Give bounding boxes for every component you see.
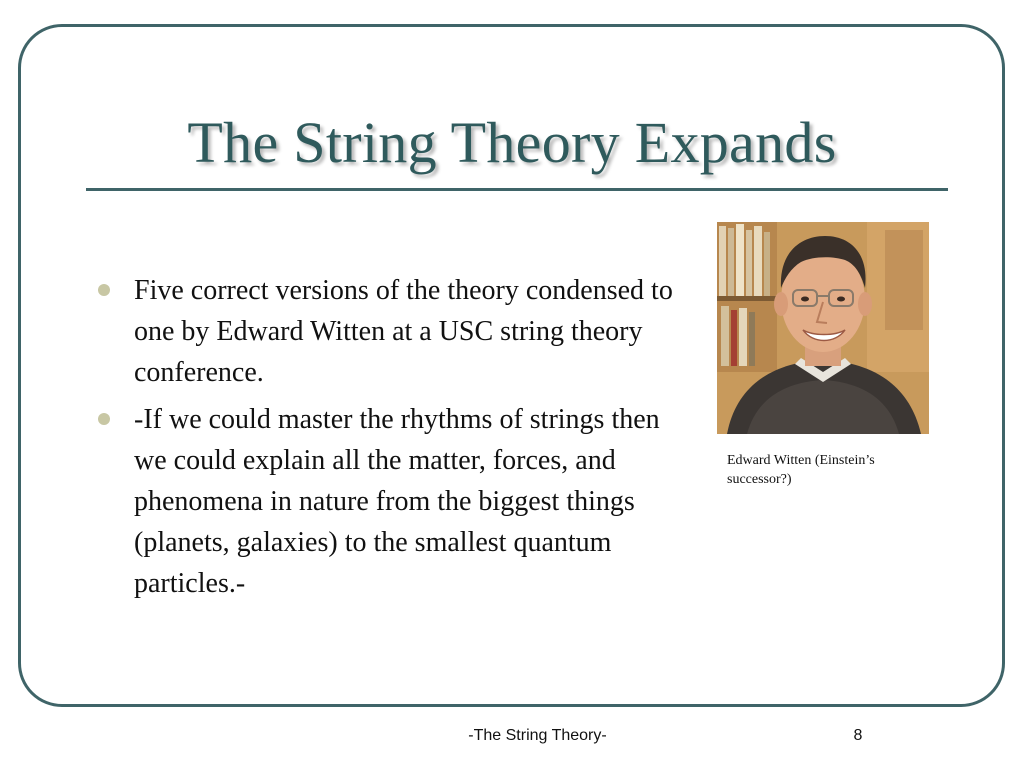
title-divider [86, 188, 948, 191]
bullet-item [96, 270, 696, 393]
bullet-item [96, 399, 696, 604]
slide-title: The String Theory Expands [187, 110, 837, 175]
bullet-text: Five correct versions of the theory condensed to one by Edward Witten at a USC string theory conference. [134, 275, 673, 388]
footer-text: -The String Theory- [468, 727, 607, 744]
bullet-dot-icon [98, 284, 110, 296]
portrait-illustration [717, 222, 929, 434]
photo-caption: Edward Witten (Einstein’s successor?) [727, 453, 875, 487]
bullet-list [96, 270, 696, 610]
page-number: 8 [853, 727, 863, 744]
bullet-text: -If we could master the rhythms of strings then we could explain all the matter, forces, and phenomena in nature from the biggest things (planets, galaxies) to the smallest quantum particles.- [134, 404, 660, 599]
portrait-photo [717, 222, 929, 434]
bullet-dot-icon [98, 413, 110, 425]
